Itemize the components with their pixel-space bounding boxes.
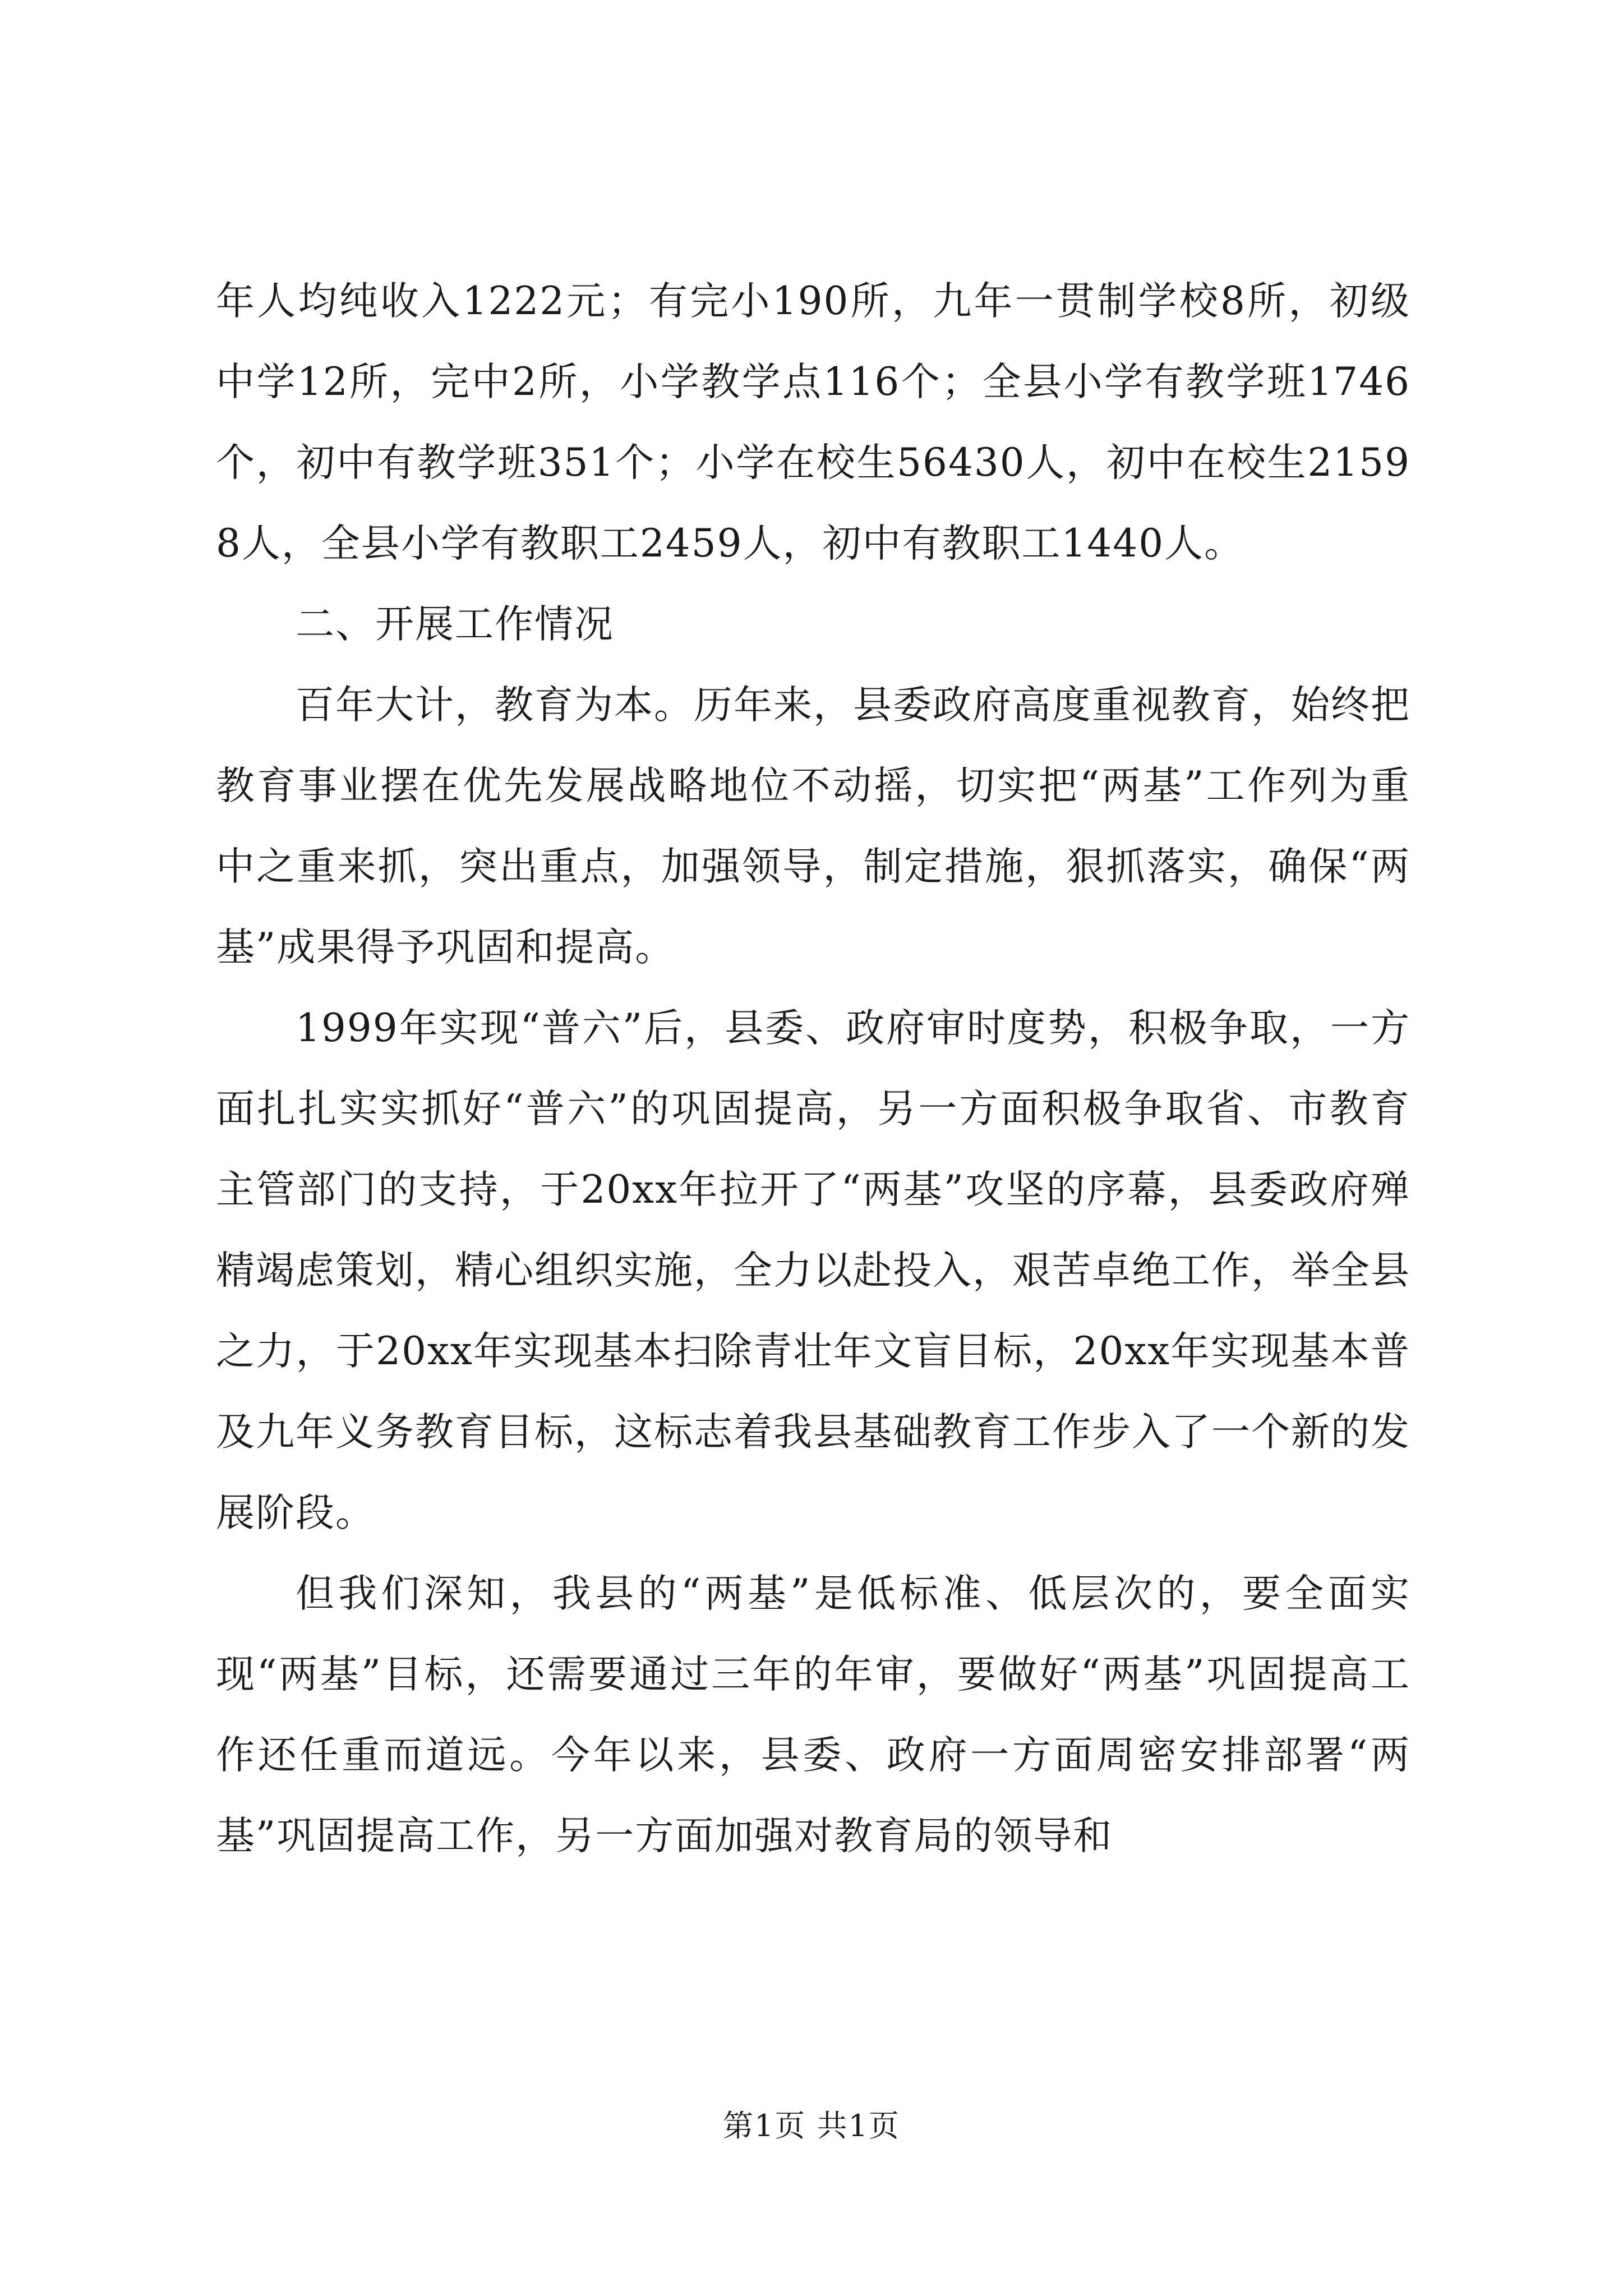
document-body xyxy=(216,261,1410,1876)
paragraph-continuation: 年人均纯收入1222元；有完小190所，九年一贯制学校8所，初级中学12所，完中2所，小学教学点116个；全县小学有教学班1746个，初中有教学班351个；小学在校生56430人，初中在校生21598人，全县小学有教职工2459人，初中有教职工1440人。 xyxy=(216,279,1410,566)
paragraph-2: 1999年实现“普六”后，县委、政府审时度势，积极争取，一方面扎扎实实抓好“普六”的巩固提高，另一方面积极争取省、市教育主管部门的支持，于20xx年拉开了“两基”攻坚的序幕，县委政府殚精竭虑策划，精心组织实施，全力以赴投入，艰苦卓绝工作，举全县之力，于20xx年实现基本扫除青壮年文盲目标，20xx年实现基本普及九年义务教育目标，这标志着我县基础教育工作步入了一个新的发展阶段。 xyxy=(216,1006,1410,1535)
paragraph-1: 百年大计，教育为本。历年来，县委政府高度重视教育，始终把教育事业摆在优先发展战略地位不动摇，切实把“两基”工作列为重中之重来抓，突出重点，加强领导，制定措施，狠抓落实，确保“两基”成果得予巩固和提高。 xyxy=(216,683,1410,970)
paragraph-3: 但我们深知，我县的“两基”是低标准、低层次的，要全面实现“两基”目标，还需要通过三年的年审，要做好“两基”巩固提高工作还任重而道远。今年以来，县委、政府一方面周密安排部署“两基”巩固提高工作，另一方面加强对教育局的领导和 xyxy=(216,1571,1410,1858)
section-heading: 二、开展工作情况 xyxy=(296,602,614,647)
page-footer: 第1页 共1页 xyxy=(723,2108,900,2143)
